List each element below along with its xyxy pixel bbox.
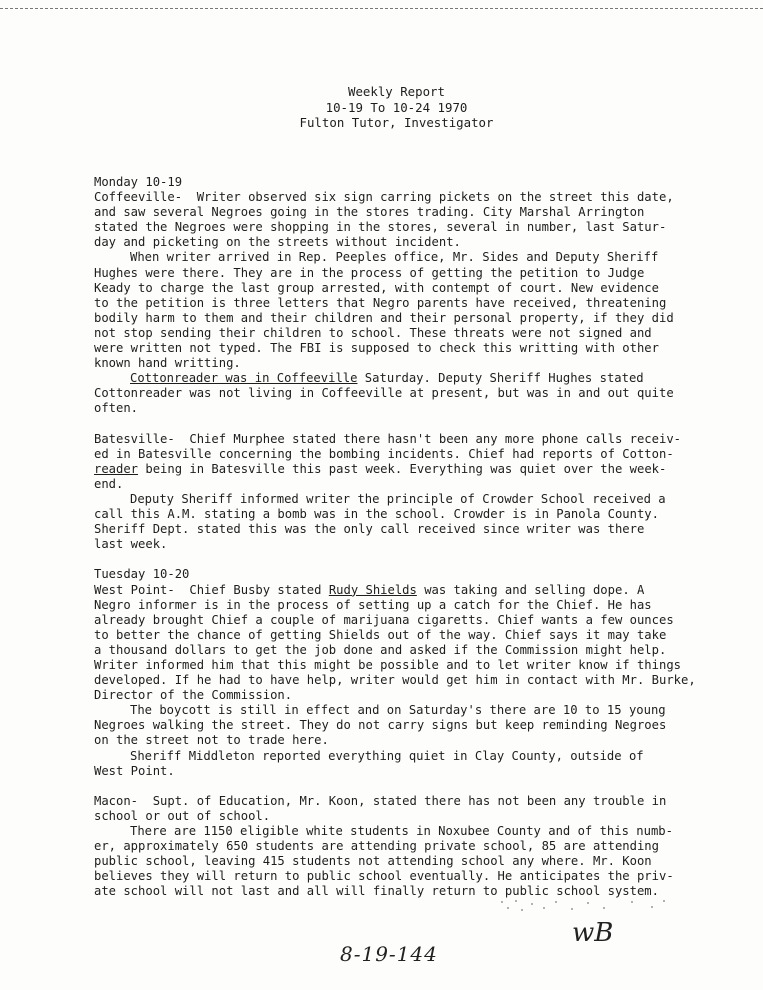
text-segment: West Point. [94,763,175,778]
text-segment: believes they will return to public school eventually. He anticipates the priv- [94,869,674,884]
text-line [94,175,694,190]
text-segment: When writer arrived in Rep. Peeples office, Mr. Sides and Deputy Sheriff [130,250,659,265]
text-line [94,205,694,220]
text-segment: end. [94,476,124,491]
text-line [94,401,694,416]
text-segment: ate school will not last and all will finally return to public school system. [94,884,659,899]
text-segment: already brought Chief a couple of marijuana cigaretts. Chief wants a few ounces [94,612,674,627]
text-segment: Sheriff Dept. stated this was the only call received since writer was there [94,522,645,537]
text-line [94,628,694,643]
paragraph-gap [94,779,694,794]
text-line [94,794,694,809]
text-line [94,507,694,522]
text-segment: Deputy Sheriff informed writer the principle of Crowder School received a [130,491,666,506]
text-segment: day and picketing on the streets without incident. [94,235,461,250]
text-line [94,703,694,718]
text-segment: er, approximately 650 students are attending private school, 85 are attending [94,839,659,854]
text-line [94,824,694,839]
text-segment: not stop sending their children to school. These threats were not signed and [94,325,652,340]
text-segment: Sheriff Middleton reported everything quiet in Clay County, outside of [130,748,644,763]
text-line [94,613,694,628]
text-segment: and saw several Negroes going in the stores trading. City Marshal Arrington [94,205,645,220]
text-segment: developed. If he had to have help, writer would get him in contact with Mr. Burke, [94,673,696,688]
text-line [94,477,694,492]
report-header [0,84,763,131]
report-title: Weekly Report [348,84,445,99]
text-line [94,869,694,884]
text-segment: to better the chance of getting Shields out of the way. Chief says it may take [94,627,667,642]
report-dates: 10-19 To 10-24 1970 [325,99,468,115]
text-line [94,341,694,356]
text-line [94,673,694,688]
text-segment: Macon- Supt. of Education, Mr. Koon, stated there has not been any trouble in [94,793,667,808]
underlined-text: reader [94,461,139,476]
text-line [94,462,694,477]
text-line [94,492,694,507]
text-segment: Batesville- Chief Murphee stated there hasn't been any more phone calls receiv- [94,431,681,446]
text-segment: West Point- Chief Busby stated [94,582,329,597]
text-line [94,688,694,703]
text-line [94,266,694,281]
text-segment: bodily harm to them and their children and their personal property, if they did [94,310,674,325]
text-segment: a thousand dollars to get the job done and asked if the Commission might help. [94,642,667,657]
text-line [94,356,694,371]
handwritten-initials: wB [572,918,614,948]
text-segment: Writer informed him that this might be possible and to let writer know if things [94,658,681,672]
paragraph-gap [94,417,694,432]
handwritten-document-number: 8-19-144 [340,942,438,966]
text-segment: Tuesday 10-20 [94,567,190,582]
text-segment: being in Batesville this past week. Everything was quiet over the week- [138,461,667,476]
text-segment: public school, leaving 415 students not attending school any where. Mr. Koon [94,854,652,869]
text-line [94,583,694,598]
text-line [94,220,694,235]
text-line [94,296,694,311]
text-line [94,839,694,854]
text-line [94,432,694,447]
text-segment: There are 1150 eligible white students in Noxubee County and of this numb- [130,824,673,839]
text-line [94,733,694,748]
text-segment: The boycott is still in effect and on Saturday's there are 10 to 15 young [130,703,666,718]
text-line [94,567,694,582]
text-segment: to the petition is three letters that Negro parents have received, threatening [94,295,667,310]
page-top-border [0,0,763,9]
paragraph-gap [94,552,694,567]
text-line [94,718,694,733]
text-segment: Keady to charge the last group arrested, with contempt of court. New evidence [94,280,659,295]
text-line [94,235,694,250]
text-segment: Hughes were there. They are in the process of getting the petition to Judge [94,265,645,280]
report-author: Fulton Tutor, Investigator [299,115,494,130]
text-line [94,386,694,401]
text-line [94,522,694,537]
underlined-text: Rudy Shields [328,582,417,597]
text-segment: known hand writting. [94,356,241,371]
text-line [94,809,694,824]
text-segment: school or out of school. [94,808,271,823]
text-segment: stated the Negroes were shopping in the stores, several in number, last Satur- [94,220,667,235]
text-line [94,326,694,341]
text-segment: often. [94,401,139,416]
text-segment: Director of the Commission. [94,688,293,703]
text-line [94,311,694,326]
text-segment: last week. [94,537,168,552]
text-segment: Negro informer is in the process of setting up a catch for the Chief. He has [94,597,652,612]
text-segment: Saturday. Deputy Sheriff Hughes stated [357,371,644,386]
report-body [94,175,694,900]
text-line [94,447,694,462]
text-segment: Monday 10-19 [94,175,183,189]
text-line [94,371,694,386]
text-line [94,854,694,869]
text-segment: call this A.M. stating a bomb was in the school. Crowder is in Panola County. [94,507,659,522]
text-line [94,764,694,779]
text-segment: Coffeeville- Writer observed six sign carring pickets on the street this date, [94,190,674,205]
text-line [94,749,694,764]
text-line [94,537,694,552]
text-line [94,250,694,265]
text-segment: ed in Batesville concerning the bombing incidents. Chief had reports of Cotton- [94,446,674,461]
text-segment: Cottonreader was not living in Coffeeville at present, but was in and out quite [94,386,674,401]
text-segment: were written not typed. The FBI is supposed to check this writting with other [94,341,659,356]
text-line [94,190,694,205]
text-line [94,643,694,658]
text-segment: Negroes walking the street. They do not carry signs but keep reminding Negroes [94,718,667,733]
text-line [94,598,694,613]
text-segment: was taking and selling dope. A [416,582,645,597]
text-line [94,658,694,673]
underlined-text: Cottonreader was in Coffeeville [130,371,358,386]
stamp-smudge [492,896,672,916]
text-segment: on the street not to trade here. [94,733,329,748]
text-line [94,281,694,296]
